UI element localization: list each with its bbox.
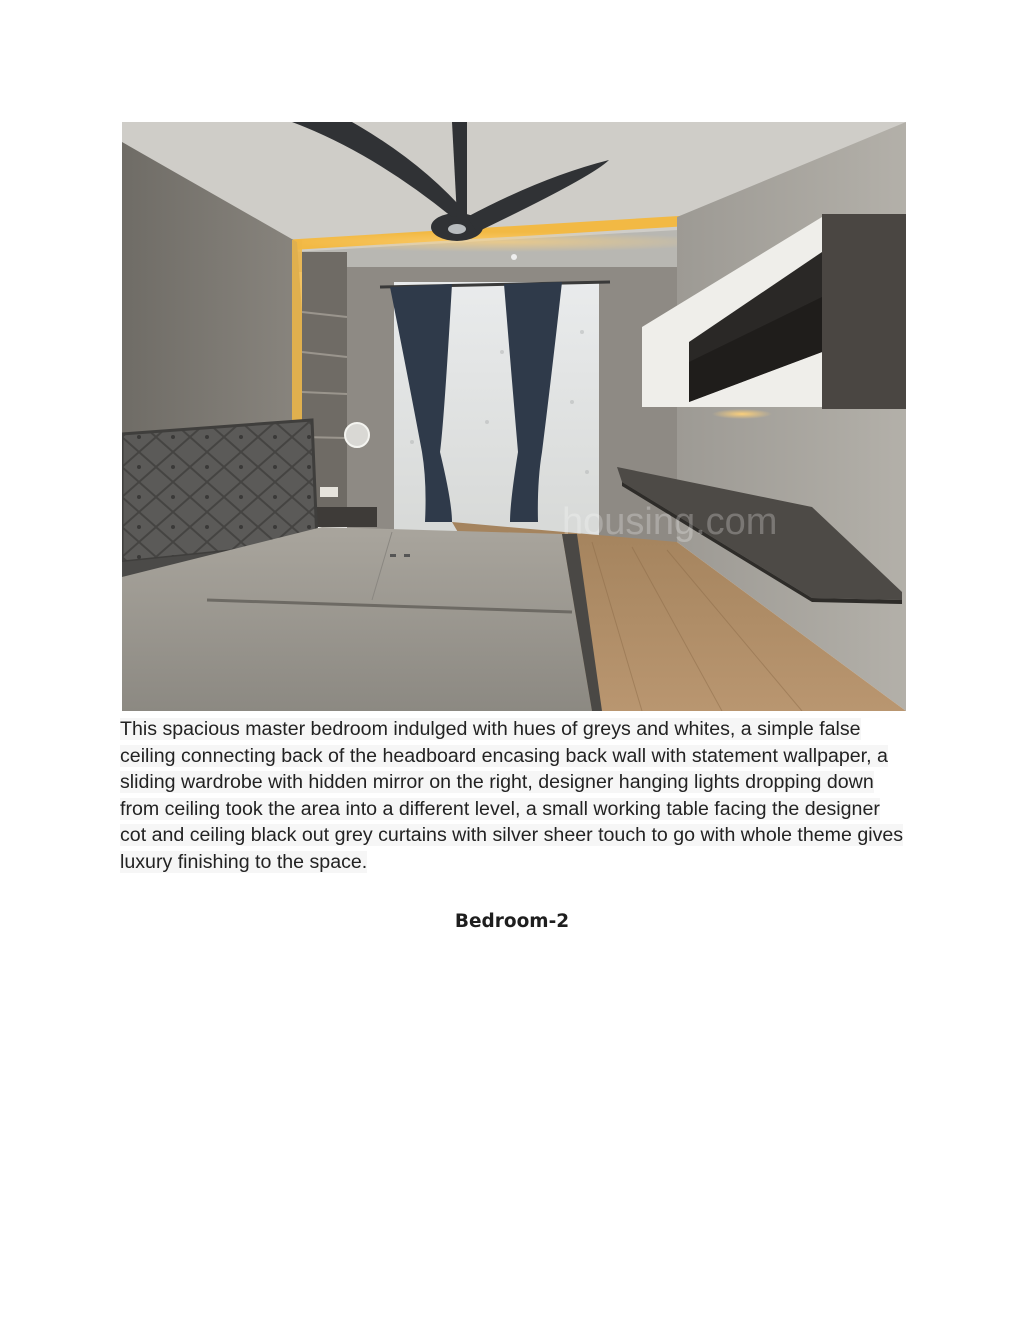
- bedroom-photo: [122, 122, 906, 711]
- section-heading: Bedroom-2: [454, 911, 570, 932]
- photo-caption: [120, 716, 910, 876]
- caption-text: This spacious master bedroom indulged with hues of greys and whites, a simple false ceiling connecting back of the headboard encasing back wall with statement wallpaper, a sliding wardrobe with hidden mirror on the right, designer hanging lights dropping down from ceiling took the area into a different level, a small working table facing the designer cot and ceiling black out grey curtains with silver sheer touch to go with whole theme gives luxury finishing to the space.: [120, 718, 904, 873]
- watermark: housing.com: [562, 501, 778, 543]
